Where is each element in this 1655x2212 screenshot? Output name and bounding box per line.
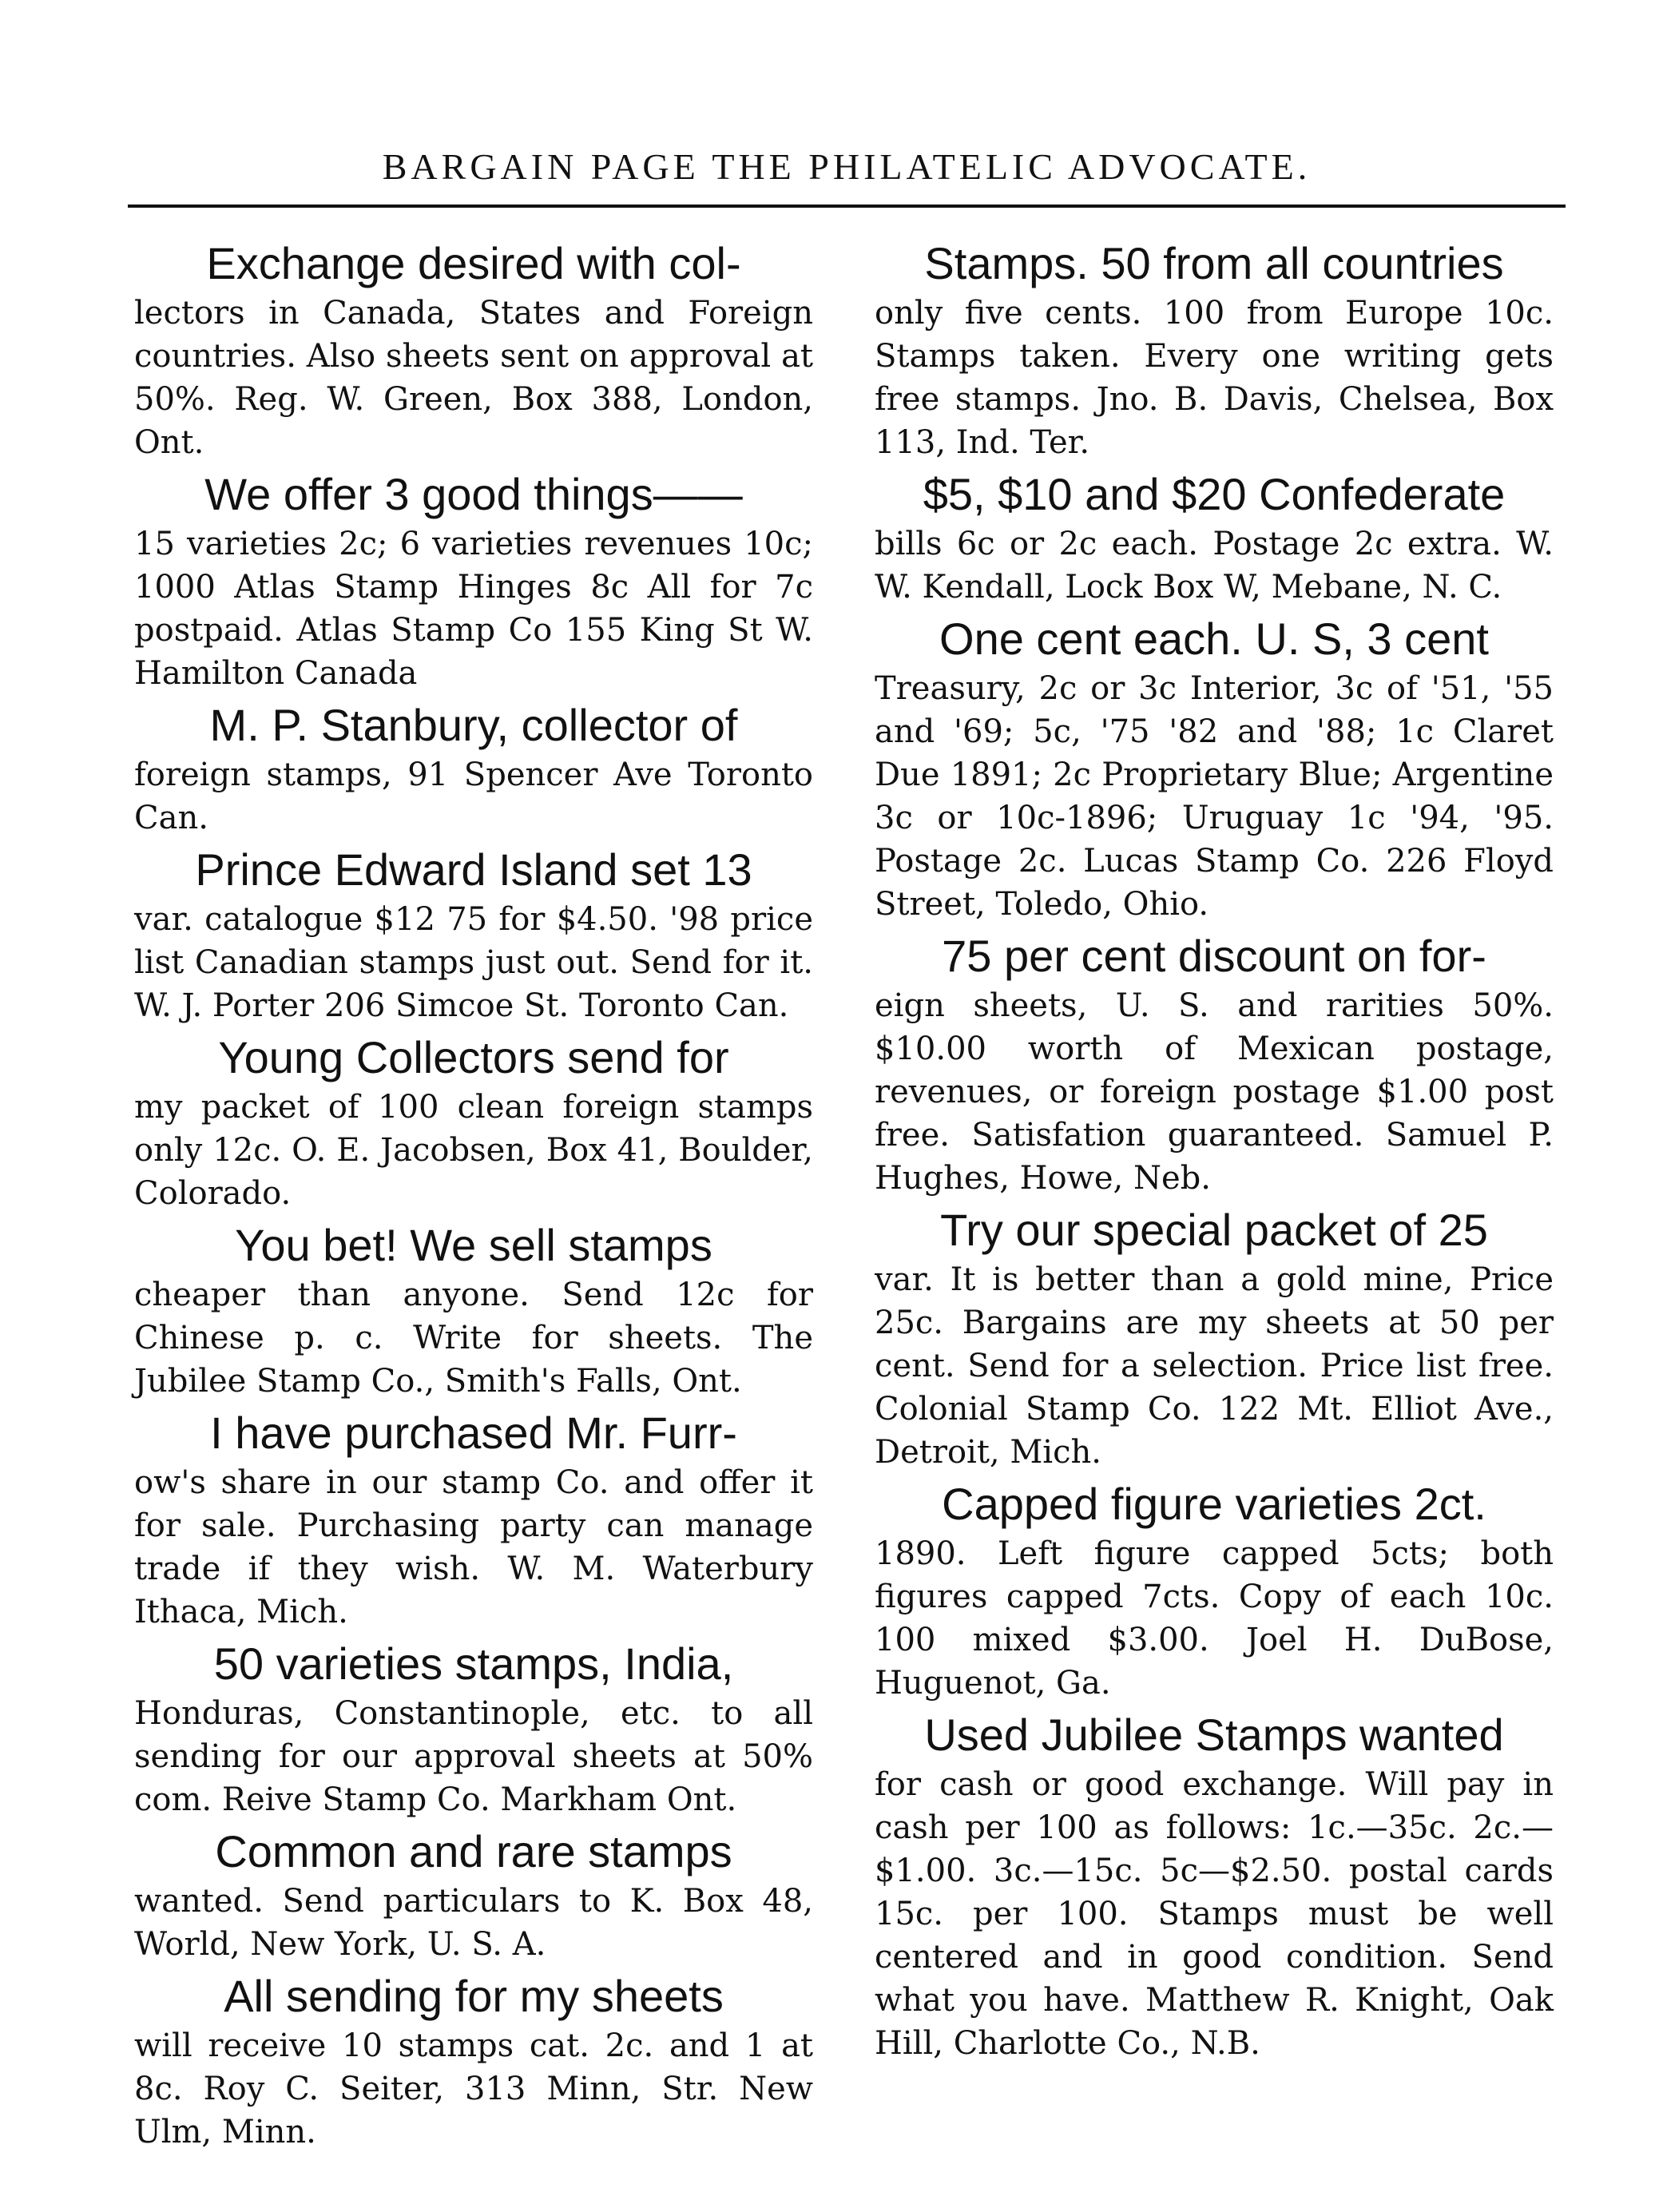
ad-headline: Capped figure varieties 2ct. <box>942 1479 1486 1529</box>
ad-body: cheaper than anyone. Send 12c for Chinese p. c. Write for sheets. The Jubilee Stamp Co., Smith's Falls, Ont. <box>134 1277 813 1400</box>
classified-ad <box>134 1220 813 1403</box>
ad-headline: Young Collectors send for <box>218 1032 729 1082</box>
classified-ad <box>875 931 1554 1200</box>
ad-headline: Try our special packet of 25 <box>940 1205 1488 1255</box>
classified-ad <box>134 1408 813 1634</box>
ad-headline: Stamps. 50 from all countries <box>924 238 1504 288</box>
ad-body: bills 6c or 2c each. Postage 2c extra. W. W. Kendall, Lock Box W, Mebane, N. C. <box>875 526 1554 606</box>
classified-ad <box>875 1205 1554 1474</box>
classified-ad <box>134 238 813 464</box>
classified-ad <box>875 469 1554 609</box>
ad-body: for cash or good exchange. Will pay in cash per 100 as follows: 1c.—35c. 2c.—$1.00. 3c.—15c. 5c—$2.50. postal cards 15c. per 100. Stamps must be well centered and in good condition. Send what you have. Matthew R. Knight, Oak Hill, Charlotte Co., N.B. <box>875 1766 1554 2062</box>
ad-body: only five cents. 100 from Europe 10c. Stamps taken. Every one writing gets free stamps. Jno. B. Davis, Chelsea, Box 113, Ind. Ter. <box>875 295 1554 461</box>
classified-ad <box>134 1826 813 1966</box>
ad-body: var. It is better than a gold mine, Price 25c. Bargains are my sheets at 50 per cent. Send for a selection. Price list free. Colonial Stamp Co. 122 Mt. Elliot Ave., Detroit, Mich. <box>875 1261 1554 1471</box>
classified-ad <box>875 614 1554 926</box>
classified-ad <box>875 238 1554 464</box>
header-rule <box>128 205 1566 208</box>
ad-body: ow's share in our stamp Co. and offer it for sale. Purchasing party can manage trade if they wish. W. M. Waterbury Ithaca, Mich. <box>134 1464 813 1630</box>
ad-body: var. catalogue $12 75 for $4.50. '98 price list Canadian stamps just out. Send for it. W. J. Porter 206 Simcoe St. Toronto Can. <box>134 901 813 1024</box>
classified-ad <box>134 700 813 840</box>
ad-body: 1890. Left figure capped 5cts; both figures capped 7cts. Copy of each 10c. 100 mixed $3.00. Joel H. DuBose, Huguenot, Ga. <box>875 1535 1554 1702</box>
right-column <box>875 238 1554 2070</box>
ad-headline: We offer 3 good things—— <box>204 469 743 519</box>
ad-body: 15 varieties 2c; 6 varieties revenues 10c; 1000 Atlas Stamp Hinges 8c All for 7c postpaid. Atlas Stamp Co 155 King St W. Hamilton Canada <box>134 526 813 692</box>
classified-ad <box>134 1971 813 2154</box>
left-column <box>134 238 813 2158</box>
ad-body: Treasury, 2c or 3c Interior, 3c of '51, '55 and '69; 5c, '75 '82 and '88; 1c Claret Due 1891; 2c Proprietary Blue; Argentine 3c or 10c-1896; Uruguay 1c '94, '95. Postage 2c. Lucas Stamp Co. 226 Floyd Street, Toledo, Ohio. <box>875 670 1554 923</box>
ad-headline: All sending for my sheets <box>224 1971 724 2021</box>
ad-headline: One cent each. U. S, 3 cent <box>939 614 1489 664</box>
classified-ad <box>134 1638 813 1821</box>
ad-body: lectors in Canada, States and Foreign countries. Also sheets sent on approval at 50%. Reg. W. Green, Box 388, London, Ont. <box>134 295 813 461</box>
ad-headline: M. P. Stanbury, collector of <box>209 700 738 750</box>
ad-headline: Exchange desired with col- <box>206 238 741 288</box>
ad-body: wanted. Send particulars to K. Box 48, World, New York, U. S. A. <box>134 1883 813 1963</box>
page-title: BARGAIN PAGE THE PHILATELIC ADVOCATE. <box>382 146 1312 187</box>
ad-body: eign sheets, U. S. and rarities 50%. $10.00 worth of Mexican postage, revenues, or foreign postage $1.00 post free. Satisfation guaranteed. Samuel P. Hughes, Howe, Neb. <box>875 987 1554 1197</box>
ad-headline: 75 per cent discount on for- <box>942 931 1486 981</box>
ad-body: will receive 10 stamps cat. 2c. and 1 at 8c. Roy C. Seiter, 313 Minn, Str. New Ulm, Minn. <box>134 2027 813 2150</box>
ad-body: foreign stamps, 91 Spencer Ave Toronto Can. <box>134 757 813 836</box>
classified-ad <box>875 1479 1554 1705</box>
ad-headline: 50 varieties stamps, India, <box>213 1638 734 1689</box>
ad-headline: $5, $10 and $20 Confederate <box>923 469 1506 519</box>
ad-headline: Common and rare stamps <box>215 1826 732 1876</box>
classified-ad <box>875 1710 1554 2065</box>
ad-headline: I have purchased Mr. Furr- <box>210 1408 737 1458</box>
classified-ad <box>134 1032 813 1215</box>
ad-headline: Prince Edward Island set 13 <box>195 844 752 895</box>
classified-ad <box>134 469 813 695</box>
ad-body: my packet of 100 clean foreign stamps only 12c. O. E. Jacobsen, Box 41, Boulder, Colorado. <box>134 1089 813 1212</box>
ad-body: Honduras, Constantinople, etc. to all sending for our approval sheets at 50% com. Reive Stamp Co. Markham Ont. <box>134 1695 813 1818</box>
ad-headline: You bet! We sell stamps <box>235 1220 712 1270</box>
ad-headline: Used Jubilee Stamps wanted <box>924 1710 1504 1760</box>
classified-ad <box>134 844 813 1027</box>
